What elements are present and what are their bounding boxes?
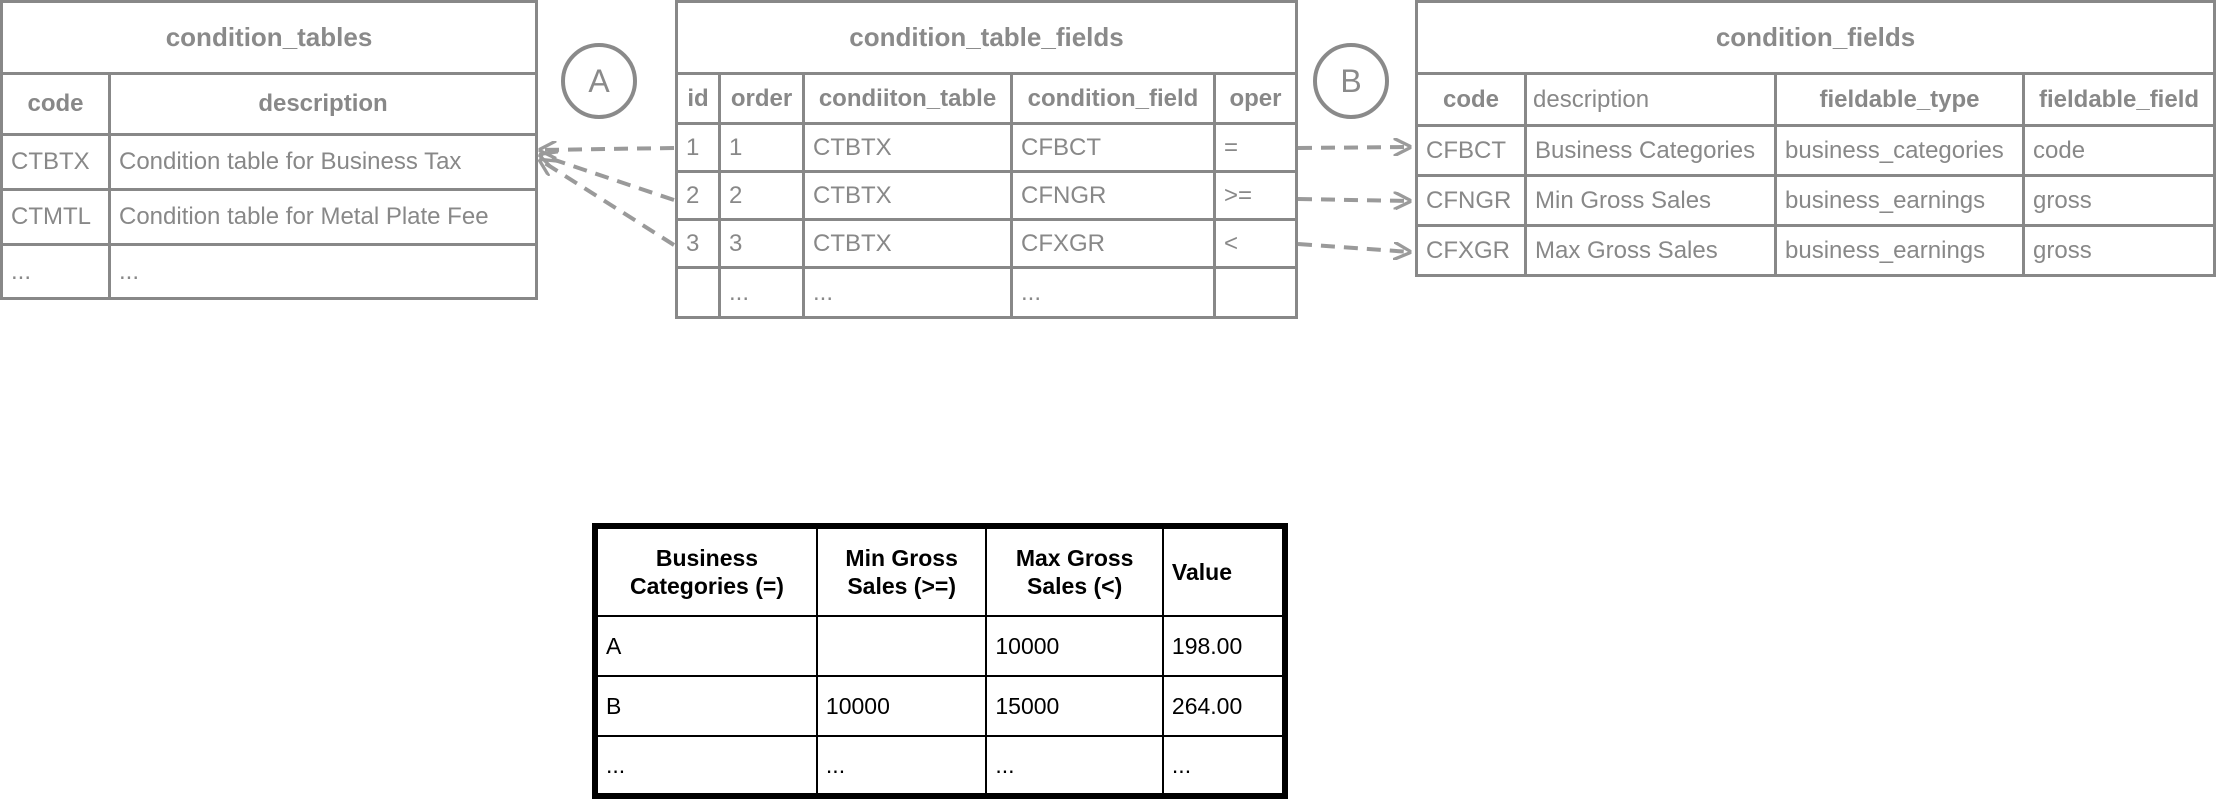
table-cell: ...: [817, 736, 986, 796]
table-cell: CTBTX: [804, 220, 1012, 268]
condition-table-fields-title: condition_table_fields: [677, 2, 1297, 74]
table-cell: [817, 616, 986, 676]
table-cell: 198.00: [1163, 616, 1285, 676]
table-cell: 3: [720, 220, 804, 268]
table-cell: code: [2024, 126, 2215, 176]
table-cell: ...: [986, 736, 1163, 796]
table-cell: 10000: [817, 676, 986, 736]
table-cell: CTBTX: [2, 135, 110, 190]
table-cell: A: [595, 616, 817, 676]
badge-a-label: A: [588, 62, 610, 99]
column-header: description: [110, 74, 537, 135]
column-header: Max Gross Sales (<): [986, 526, 1163, 616]
column-header: Business Categories (=): [595, 526, 817, 616]
table-cell: CTMTL: [2, 190, 110, 245]
column-header: condition_field: [1012, 74, 1215, 124]
table-cell: CFXGR: [1012, 220, 1215, 268]
arrow-row3-to-condition-fields: [1298, 244, 1410, 252]
table-cell: 10000: [986, 616, 1163, 676]
table-cell: 2: [720, 172, 804, 220]
table-cell: 264.00: [1163, 676, 1285, 736]
column-header: code: [2, 74, 110, 135]
table-cell: =: [1215, 124, 1297, 172]
table-cell: CFNGR: [1417, 176, 1526, 226]
table-cell: <: [1215, 220, 1297, 268]
table-cell: 15000: [986, 676, 1163, 736]
table-cell: >=: [1215, 172, 1297, 220]
table-cell: Condition table for Metal Plate Fee: [110, 190, 537, 245]
table-cell: ...: [720, 268, 804, 318]
column-header: oper: [1215, 74, 1297, 124]
result-table: [592, 523, 1288, 799]
arrow-row3-to-condition-tables: [540, 160, 674, 245]
table-cell: Max Gross Sales: [1526, 226, 1776, 276]
arrow-row2-to-condition-tables: [540, 155, 674, 200]
table-cell: 2: [677, 172, 720, 220]
badge-b-label: B: [1340, 62, 1362, 99]
table-cell: CFXGR: [1417, 226, 1526, 276]
arrow-row2-to-condition-fields: [1298, 199, 1410, 201]
table-cell: CFBCT: [1012, 124, 1215, 172]
table-cell: CFNGR: [1012, 172, 1215, 220]
table-cell: ...: [804, 268, 1012, 318]
table-cell: business_categories: [1776, 126, 2024, 176]
table-cell: ...: [1012, 268, 1215, 318]
table-cell: B: [595, 676, 817, 736]
column-header: id: [677, 74, 720, 124]
table-cell: 3: [677, 220, 720, 268]
table-cell: business_earnings: [1776, 176, 2024, 226]
table-cell: 1: [677, 124, 720, 172]
table-cell: CTBTX: [804, 172, 1012, 220]
column-header: fieldable_type: [1776, 74, 2024, 126]
table-cell: Condition table for Business Tax: [110, 135, 537, 190]
table-cell: gross: [2024, 176, 2215, 226]
table-cell: business_earnings: [1776, 226, 2024, 276]
table-cell: ...: [1163, 736, 1285, 796]
table-cell: CTBTX: [804, 124, 1012, 172]
column-header: Min Gross Sales (>=): [817, 526, 986, 616]
table-cell: CFBCT: [1417, 126, 1526, 176]
table-cell: 1: [720, 124, 804, 172]
column-header: fieldable_field: [2024, 74, 2215, 126]
table-cell: ...: [2, 245, 110, 299]
table-cell: ...: [595, 736, 817, 796]
arrow-row1-to-condition-fields: [1298, 147, 1410, 148]
table-cell: Business Categories: [1526, 126, 1776, 176]
condition-fields-title: condition_fields: [1417, 2, 2215, 74]
table-cell: Min Gross Sales: [1526, 176, 1776, 226]
column-header: Value: [1163, 526, 1285, 616]
condition-tables-title: condition_tables: [2, 2, 537, 74]
table-cell: ...: [110, 245, 537, 299]
column-header: description: [1526, 74, 1776, 126]
arrow-row1-to-condition-tables: [540, 148, 674, 150]
column-header: order: [720, 74, 804, 124]
column-header: code: [1417, 74, 1526, 126]
table-cell: gross: [2024, 226, 2215, 276]
column-header: condiiton_table: [804, 74, 1012, 124]
